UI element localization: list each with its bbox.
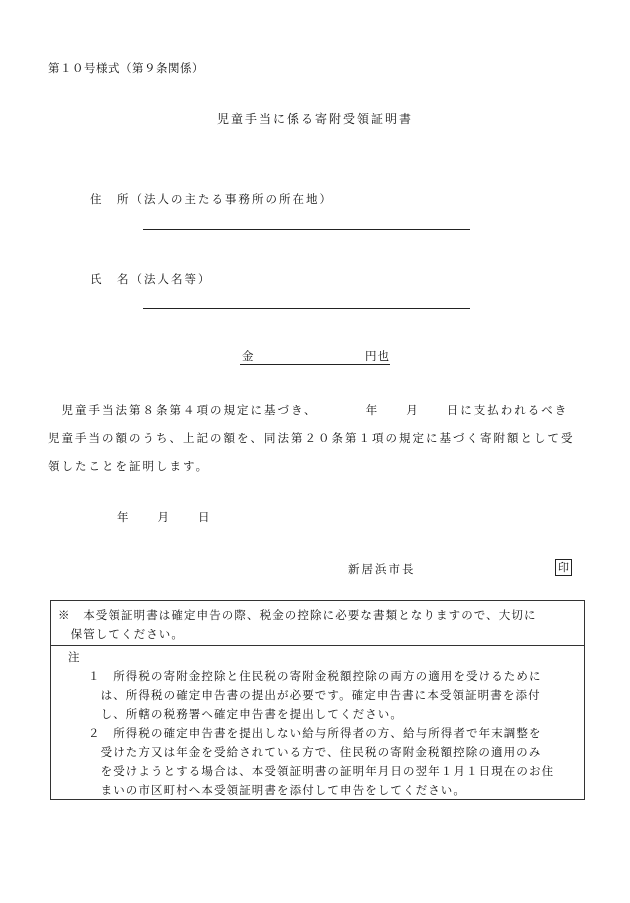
certification-text-line-2: 児童手当の額のうち、上記の額を、同法第２０条第１項の規定に基づく寄附額として受 xyxy=(48,431,575,445)
note-2-line-1: ２ 所得税の確定申告書を提出しない給与所得者の方、給与所得者で年末調整を xyxy=(88,726,542,740)
name-label: 氏 名（法人名等） xyxy=(90,272,212,286)
issue-date: 年 月 日 xyxy=(117,510,212,524)
notes-warning-line-1: ※ 本受領証明書は確定申告の際、税金の控除に必要な書類となりますので、大切に xyxy=(58,608,537,622)
amount-suffix: 円也 xyxy=(365,349,390,363)
amount-prefix: 金 xyxy=(242,349,254,363)
note-1-line-2: は、所得税の確定申告書の提出が必要です。確定申告書に本受領証明書を添付 xyxy=(88,688,541,702)
address-field-line[interactable] xyxy=(143,229,470,230)
address-label: 住 所（法人の主たる事務所の所在地） xyxy=(90,192,333,206)
amount-field[interactable] xyxy=(240,348,390,365)
notes-warning-line-2: 保管してください。 xyxy=(58,627,184,641)
form-number: 第１０号様式（第９条関係） xyxy=(48,61,204,75)
issuer-name: 新居浜市長 xyxy=(348,562,416,576)
notes-box xyxy=(50,600,585,800)
name-field-line[interactable] xyxy=(143,308,470,309)
note-1-line-3: し、所轄の税務署へ確定申告書を提出してください。 xyxy=(88,707,403,721)
notes-heading: 注 xyxy=(68,650,81,664)
certification-text-line-1: 児童手当法第８条第４項の規定に基づき、 年 月 日に支払われるべき xyxy=(48,403,569,417)
note-1-line-1: １ 所得税の寄附金控除と住民税の寄附金税額控除の両方の適用を受けるために xyxy=(88,669,542,683)
note-2-line-3: を受けようとする場合は、本受領証明書の証明年月日の翌年１月１日現在のお住 xyxy=(88,764,555,778)
seal-mark: 印 xyxy=(555,559,572,576)
document-title: 児童手当に係る寄附受領証明書 xyxy=(216,112,413,126)
note-2-line-2: 受けた方又は年金を受給されている方で、住民税の寄附金税額控除の適用のみ xyxy=(88,745,542,759)
certification-text-line-3: 領したことを証明します。 xyxy=(48,459,210,473)
notes-divider xyxy=(51,645,584,646)
note-2-line-4: まいの市区町村へ本受領証明書を添付して申告をしてください。 xyxy=(88,783,466,797)
